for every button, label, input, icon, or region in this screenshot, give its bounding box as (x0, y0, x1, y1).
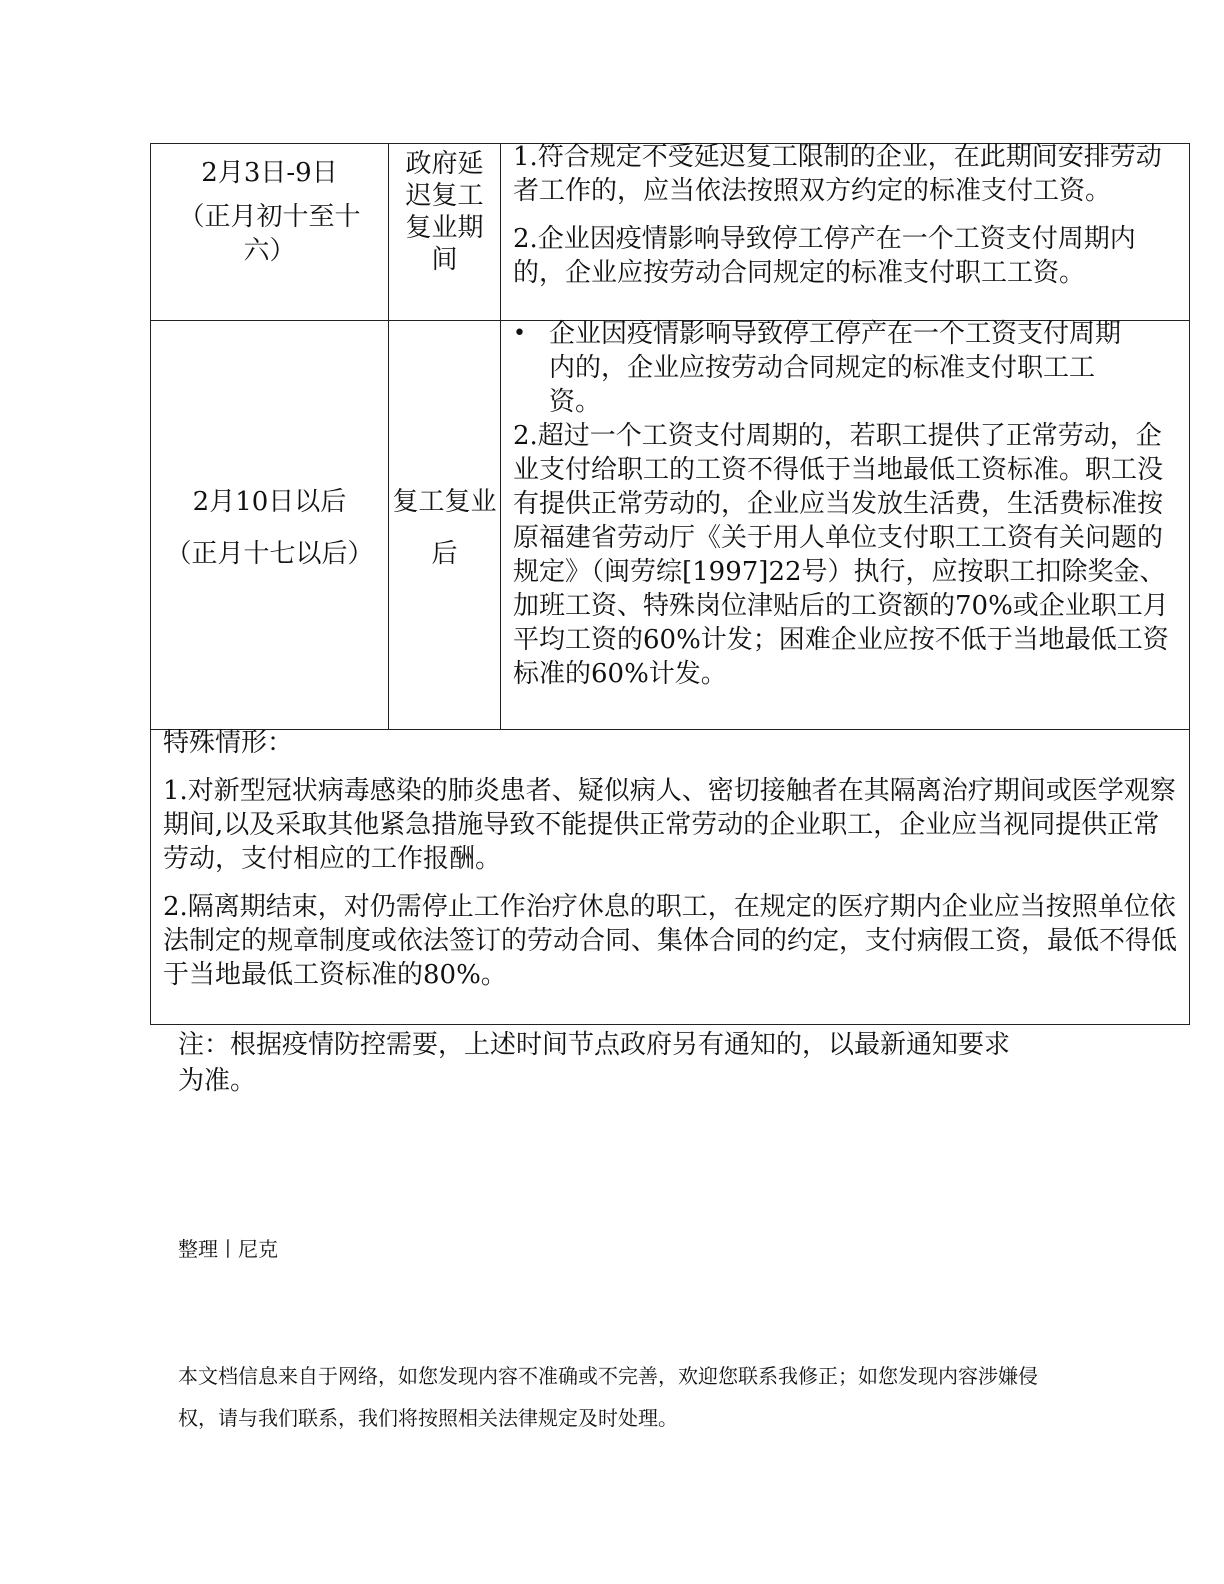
stage-cell (389, 321, 501, 730)
lunar-date-range: （正月初十至十六） (178, 202, 361, 266)
bullet-item (513, 317, 1179, 419)
disclaimer: 本文档信息来自于网络，如您发现内容不准确或不完善，欢迎您联系我修正；如您发现内容涉嫌侵权，请与我们联系，我们将按照相关法律规定及时处理。 (178, 1364, 1038, 1430)
date-range: 2月3日-9日 (201, 158, 338, 188)
bullet-icon: • (513, 321, 526, 346)
footnote: 注：根据疫情防控需要，上述时间节点政府另有通知的，以最新通知要求为准。 (178, 1030, 1011, 1096)
date-cell (151, 321, 389, 730)
rule-paragraph: 2.超过一个工资支付周期的，若职工提供了正常劳动，企业支付给职工的工资不得低于当地最低工资标准。职工没有提供正常劳动的，企业应当发放生活费，生活费标准按原福建省劳动厅《关于用人单位支付职工工资有关问题的规定》（闽劳综[1997]22号）执行，应按职工扣除奖金、加班工资、特殊岗位津贴后的工资额的70%或企业职工月平均工资的60%计发；困难企业应按不低于当地最低工资标准的60%计发。 (513, 421, 1169, 689)
rule-paragraph: 1.符合规定不受延迟复工限制的企业，在此期间安排劳动者工作的，应当依法按照双方约定的标准支付工资。 (513, 142, 1162, 206)
rule-cell (501, 144, 1190, 321)
editor-credit: 整理丨尼克 (178, 1237, 278, 1261)
date-range: 2月10日以后 (192, 487, 347, 517)
stage-label: 政府延迟复工复业期间 (405, 149, 484, 275)
special-cases-row (151, 730, 1190, 1025)
special-case-item: 2.隔离期结束，对仍需停止工作治疗休息的职工，在规定的医疗期内企业应当按照单位依法制定的规章制度或依法签订的劳动合同、集体合同的约定，支付病假工资，最低不得低于当地最低工资标准的80%。 (163, 892, 1178, 990)
date-cell (151, 144, 389, 321)
stage-label: 复工复业后 (392, 487, 497, 569)
table-row (151, 321, 1190, 730)
stage-cell (389, 144, 501, 321)
special-cases-cell (151, 730, 1190, 1025)
table-row (151, 144, 1190, 321)
rule-paragraph: 2.企业因疫情影响导致停工停产在一个工资支付周期内的，企业应按劳动合同规定的标准支付职工工资。 (513, 224, 1136, 288)
rule-cell (501, 321, 1190, 730)
lunar-date-range: （正月十七以后） (165, 539, 374, 569)
special-cases-title: 特殊情形： (163, 728, 294, 758)
wage-policy-table (150, 143, 1190, 1025)
special-case-item: 1.对新型冠状病毒感染的肺炎患者、疑似病人、密切接触者在其隔离治疗期间或医学观察期间,以及采取其他紧急措施导致不能提供正常劳动的企业职工，企业应当视同提供正常劳动，支付相应的工作报酬。 (163, 776, 1176, 874)
bullet-text: 企业因疫情影响导致停工停产在一个工资支付周期内的，企业应按劳动合同规定的标准支付职工工资。 (549, 319, 1122, 417)
